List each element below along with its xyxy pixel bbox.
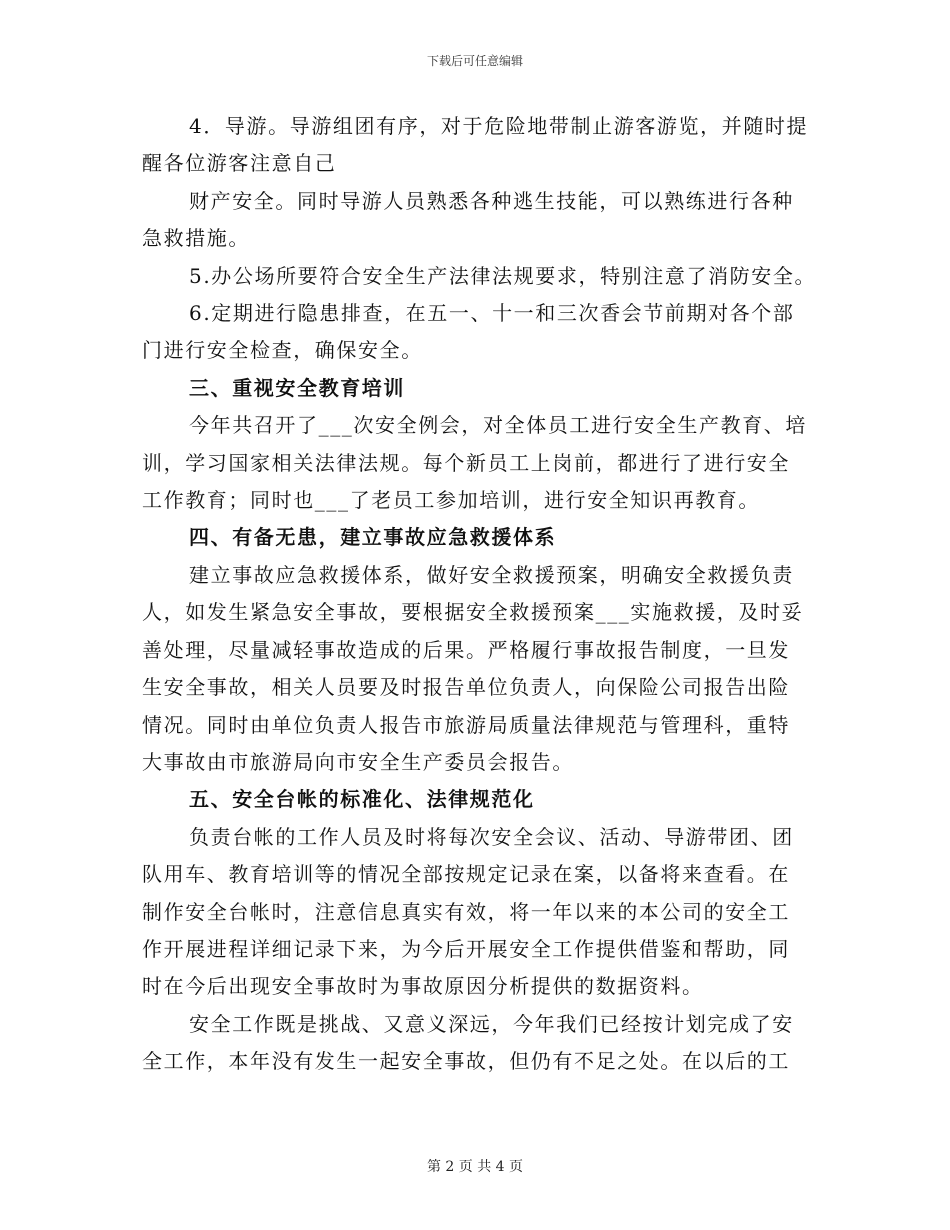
text-line: 负责台帐的工作人员及时将每次安全会议、活动、导游带团、团 bbox=[189, 824, 794, 849]
text-line: 6.定期进行隐患排查，在五一、十一和三次香会节前期对各个部 bbox=[189, 301, 795, 326]
page-number: 第 2 页 共 4 页 bbox=[426, 1159, 524, 1175]
text-line: 人，如发生紧急安全事故，要根据安全救援预案___实施救援，及时妥 bbox=[142, 600, 804, 625]
text-line: 醒各位游客注意自己 bbox=[142, 151, 337, 176]
text-line: 安全工作既是挑战、又意义深远，今年我们已经按计划完成了安 bbox=[189, 1011, 794, 1036]
text-line: 4．导游。导游组团有序，对于危险地带制止游客游览，并随时提 bbox=[189, 114, 809, 138]
section-heading: 三、重视安全教育培训 bbox=[189, 375, 405, 400]
text-line: 生安全事故，相关人员要及时报告单位负责人，向保险公司报告出险 bbox=[142, 675, 790, 700]
section-heading: 五、安全台帐的标准化、法律规范化 bbox=[189, 787, 535, 812]
text-line: 善处理，尽量减轻事故造成的后果。严格履行事故报告制度，一旦发 bbox=[142, 637, 790, 662]
text-line: 情况。同时由单位负责人报告市旅游局质量法律规范与管理科，重特 bbox=[142, 712, 790, 737]
text-line: 时在今后出现安全事故时为事故原因分析提供的数据资料。 bbox=[142, 974, 704, 999]
text-line: 门进行安全检查，确保安全。 bbox=[142, 338, 423, 363]
text-line: 工作教育；同时也___了老员工参加培训，进行安全知识再教育。 bbox=[142, 488, 760, 513]
text-line: 财产安全。同时导游人员熟悉各种逃生技能，可以熟练进行各种 bbox=[189, 188, 794, 213]
text-line: 训，学习国家相关法律法规。每个新员工上岗前，都进行了进行安全 bbox=[142, 450, 790, 475]
text-line: 全工作，本年没有发生一起安全事故，但仍有不足之处。在以后的工 bbox=[142, 1049, 790, 1074]
text-line: 作开展进程详细记录下来，为今后开展安全工作提供借鉴和帮助，同 bbox=[142, 936, 790, 961]
text-line: 制作安全台帐时，注意信息真实有效，将一年以来的本公司的安全工 bbox=[142, 899, 790, 924]
text-line: 建立事故应急救援体系，做好安全救援预案，明确安全救援负责 bbox=[189, 562, 794, 587]
document-body bbox=[142, 108, 817, 1081]
text-line: 5.办公场所要符合安全生产法律法规要求，特别注意了消防安全。 bbox=[189, 263, 817, 288]
page-header: 下载后可任意编辑 bbox=[426, 54, 523, 68]
text-line: 急救措施。 bbox=[142, 226, 250, 251]
text-line: 队用车、教育培训等的情况全部按规定记录在案，以备将来查看。在 bbox=[142, 862, 790, 887]
text-line: 今年共召开了___次安全例会，对全体员工进行安全生产教育、培 bbox=[189, 413, 807, 438]
text-line: 大事故由市旅游局向市安全生产委员会报告。 bbox=[142, 749, 574, 774]
section-heading: 四、有备无患，建立事故应急救援体系 bbox=[189, 525, 557, 550]
